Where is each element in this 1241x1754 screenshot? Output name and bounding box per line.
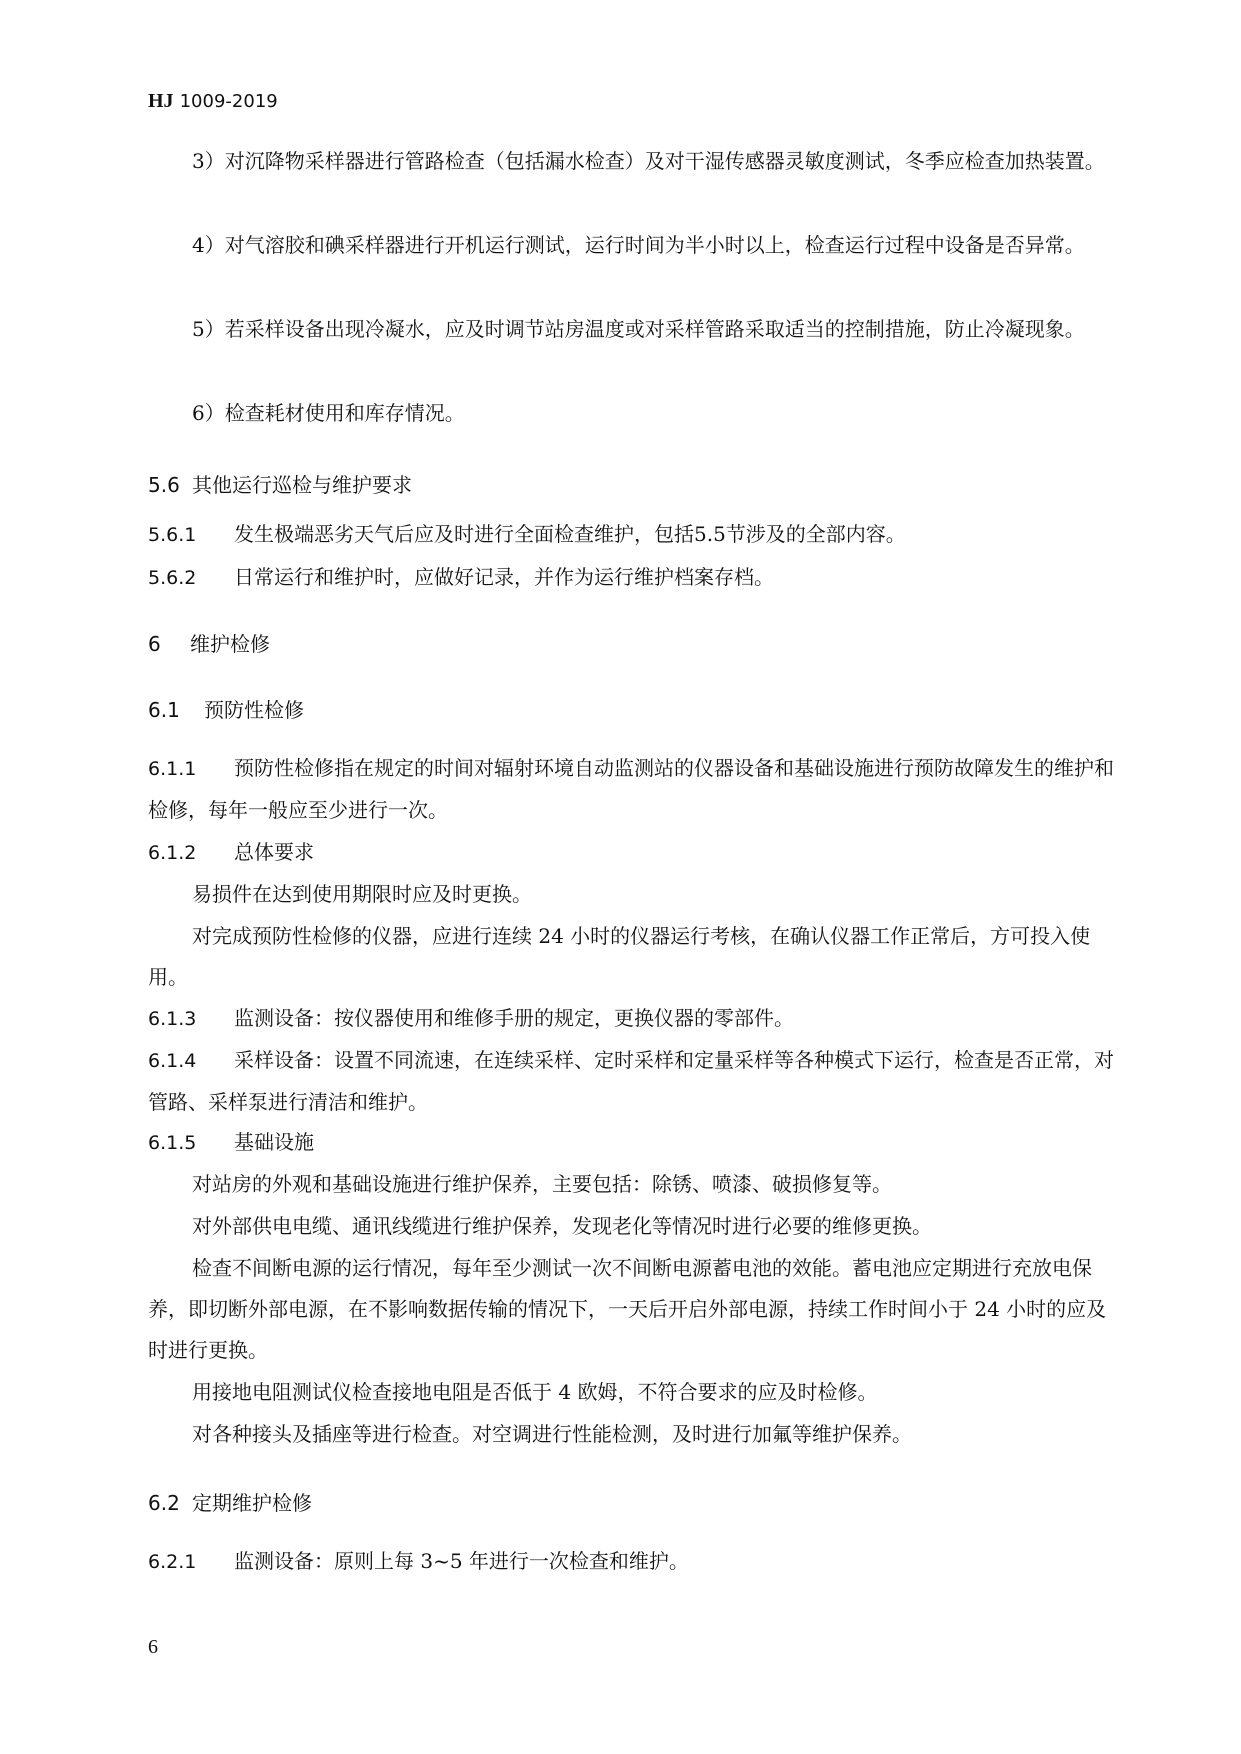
clause-5-6-2 xyxy=(148,557,1116,599)
list-item-6: 6）检查耗材使用和库存情况。 xyxy=(192,401,465,425)
clause-6-1-5 xyxy=(148,1122,1116,1164)
section-title: 其他运行巡检与维护要求 xyxy=(192,473,412,497)
clause-text: 发生极端恶劣天气后应及时进行全面检查维护，包括5.5节涉及的全部内容。 xyxy=(234,522,906,546)
clause-5-6-1 xyxy=(148,514,1116,556)
section-number: 6.1 xyxy=(148,698,180,722)
clause-text: 日常运行和维护时，应做好记录，并作为运行维护档案存档。 xyxy=(234,565,774,589)
section-number: 6.2 xyxy=(148,1491,180,1515)
paragraph-6-1-5-d: 用接地电阻测试仪检查接地电阻是否低于 4 欧姆，不符合要求的应及时检修。 xyxy=(192,1380,878,1404)
clause-text: 采样设备：设置不同流速，在连续采样、定时采样和定量采样等各种模式下运行，检查是否正常，对管路、采样泵进行清洁和维护。 xyxy=(148,1048,1114,1114)
clause-text: 监测设备：原则上每 3~5 年进行一次检查和维护。 xyxy=(234,1549,689,1573)
clause-text: 预防性检修指在规定的时间对辐射环境自动监测站的仪器设备和基础设施进行预防故障发生的维护和检修，每年一般应至少进行一次。 xyxy=(148,756,1114,822)
section-number: 5.6 xyxy=(148,473,180,497)
clause-number: 6.1.1 xyxy=(148,758,197,780)
clause-text: 基础设施 xyxy=(234,1130,314,1154)
clause-number: 6.1.3 xyxy=(148,1008,197,1030)
paragraph-6-1-5-b: 对外部供电电缆、通讯线缆进行维护保养，发现老化等情况时进行必要的维修更换。 xyxy=(192,1214,932,1238)
clause-number: 6.1.5 xyxy=(148,1132,197,1154)
paragraph-6-1-2-a: 易损件在达到使用期限时应及时更换。 xyxy=(192,882,532,906)
clause-text: 监测设备：按仪器使用和维修手册的规定，更换仪器的零部件。 xyxy=(234,1006,794,1030)
clause-6-1-2 xyxy=(148,832,1116,874)
paragraph-6-1-5-a: 对站房的外观和基础设施进行维护保养，主要包括：除锈、喷漆、破损修复等。 xyxy=(192,1172,892,1196)
clause-6-1-1 xyxy=(148,748,1116,831)
section-heading-5-6 xyxy=(148,465,1116,506)
clause-number: 6.1.2 xyxy=(148,842,197,864)
list-item-3: 3）对沉降物采样器进行管路检查（包括漏水检查）及对干湿传感器灵敏度测试，冬季应检查加热装置。 xyxy=(192,149,1105,173)
clause-6-1-3 xyxy=(148,998,1116,1040)
paragraph-6-1-2-b: 对完成预防性检修的仪器，应进行连续 24 小时的仪器运行考核，在确认仪器工作正常后，方可投入使用。 xyxy=(148,924,1091,989)
clause-text: 总体要求 xyxy=(234,840,314,864)
section-heading-6 xyxy=(148,624,1116,665)
standard-number: 1009-2019 xyxy=(179,91,278,112)
list-item-5: 5）若采样设备出现冷凝水，应及时调节站房温度或对采样管路采取适当的控制措施，防止冷凝现象。 xyxy=(192,317,1085,341)
clause-6-2-1 xyxy=(148,1541,1116,1583)
clause-number: 6.1.4 xyxy=(148,1050,197,1072)
list-item-4: 4）对气溶胶和碘采样器进行开机运行测试，运行时间为半小时以上，检查运行过程中设备是否异常。 xyxy=(192,233,1085,257)
paragraph-6-1-5-c: 检查不间断电源的运行情况，每年至少测试一次不间断电源蓄电池的效能。蓄电池应定期进行充放电保养，即切断外部电源，在不影响数据传输的情况下，一天后开启外部电源，持续工作时间小于 24 小时的应及时进行更换。 xyxy=(148,1256,1107,1362)
section-number: 6 xyxy=(148,632,161,656)
section-title: 定期维护检修 xyxy=(192,1491,312,1515)
section-title: 维护检修 xyxy=(190,632,270,656)
section-title: 预防性检修 xyxy=(204,698,304,722)
standard-code-header xyxy=(148,88,278,115)
clause-number: 5.6.1 xyxy=(148,524,197,546)
paragraph-6-1-5-e: 对各种接头及插座等进行检查。对空调进行性能检测，及时进行加氟等维护保养。 xyxy=(192,1422,912,1446)
clause-number: 6.2.1 xyxy=(148,1551,197,1573)
clause-number: 5.6.2 xyxy=(148,567,197,589)
page-number: 6 xyxy=(148,1636,158,1658)
standard-prefix: HJ xyxy=(148,90,174,112)
clause-6-1-4 xyxy=(148,1040,1116,1123)
section-heading-6-2 xyxy=(148,1483,1116,1524)
section-heading-6-1 xyxy=(148,690,1116,731)
